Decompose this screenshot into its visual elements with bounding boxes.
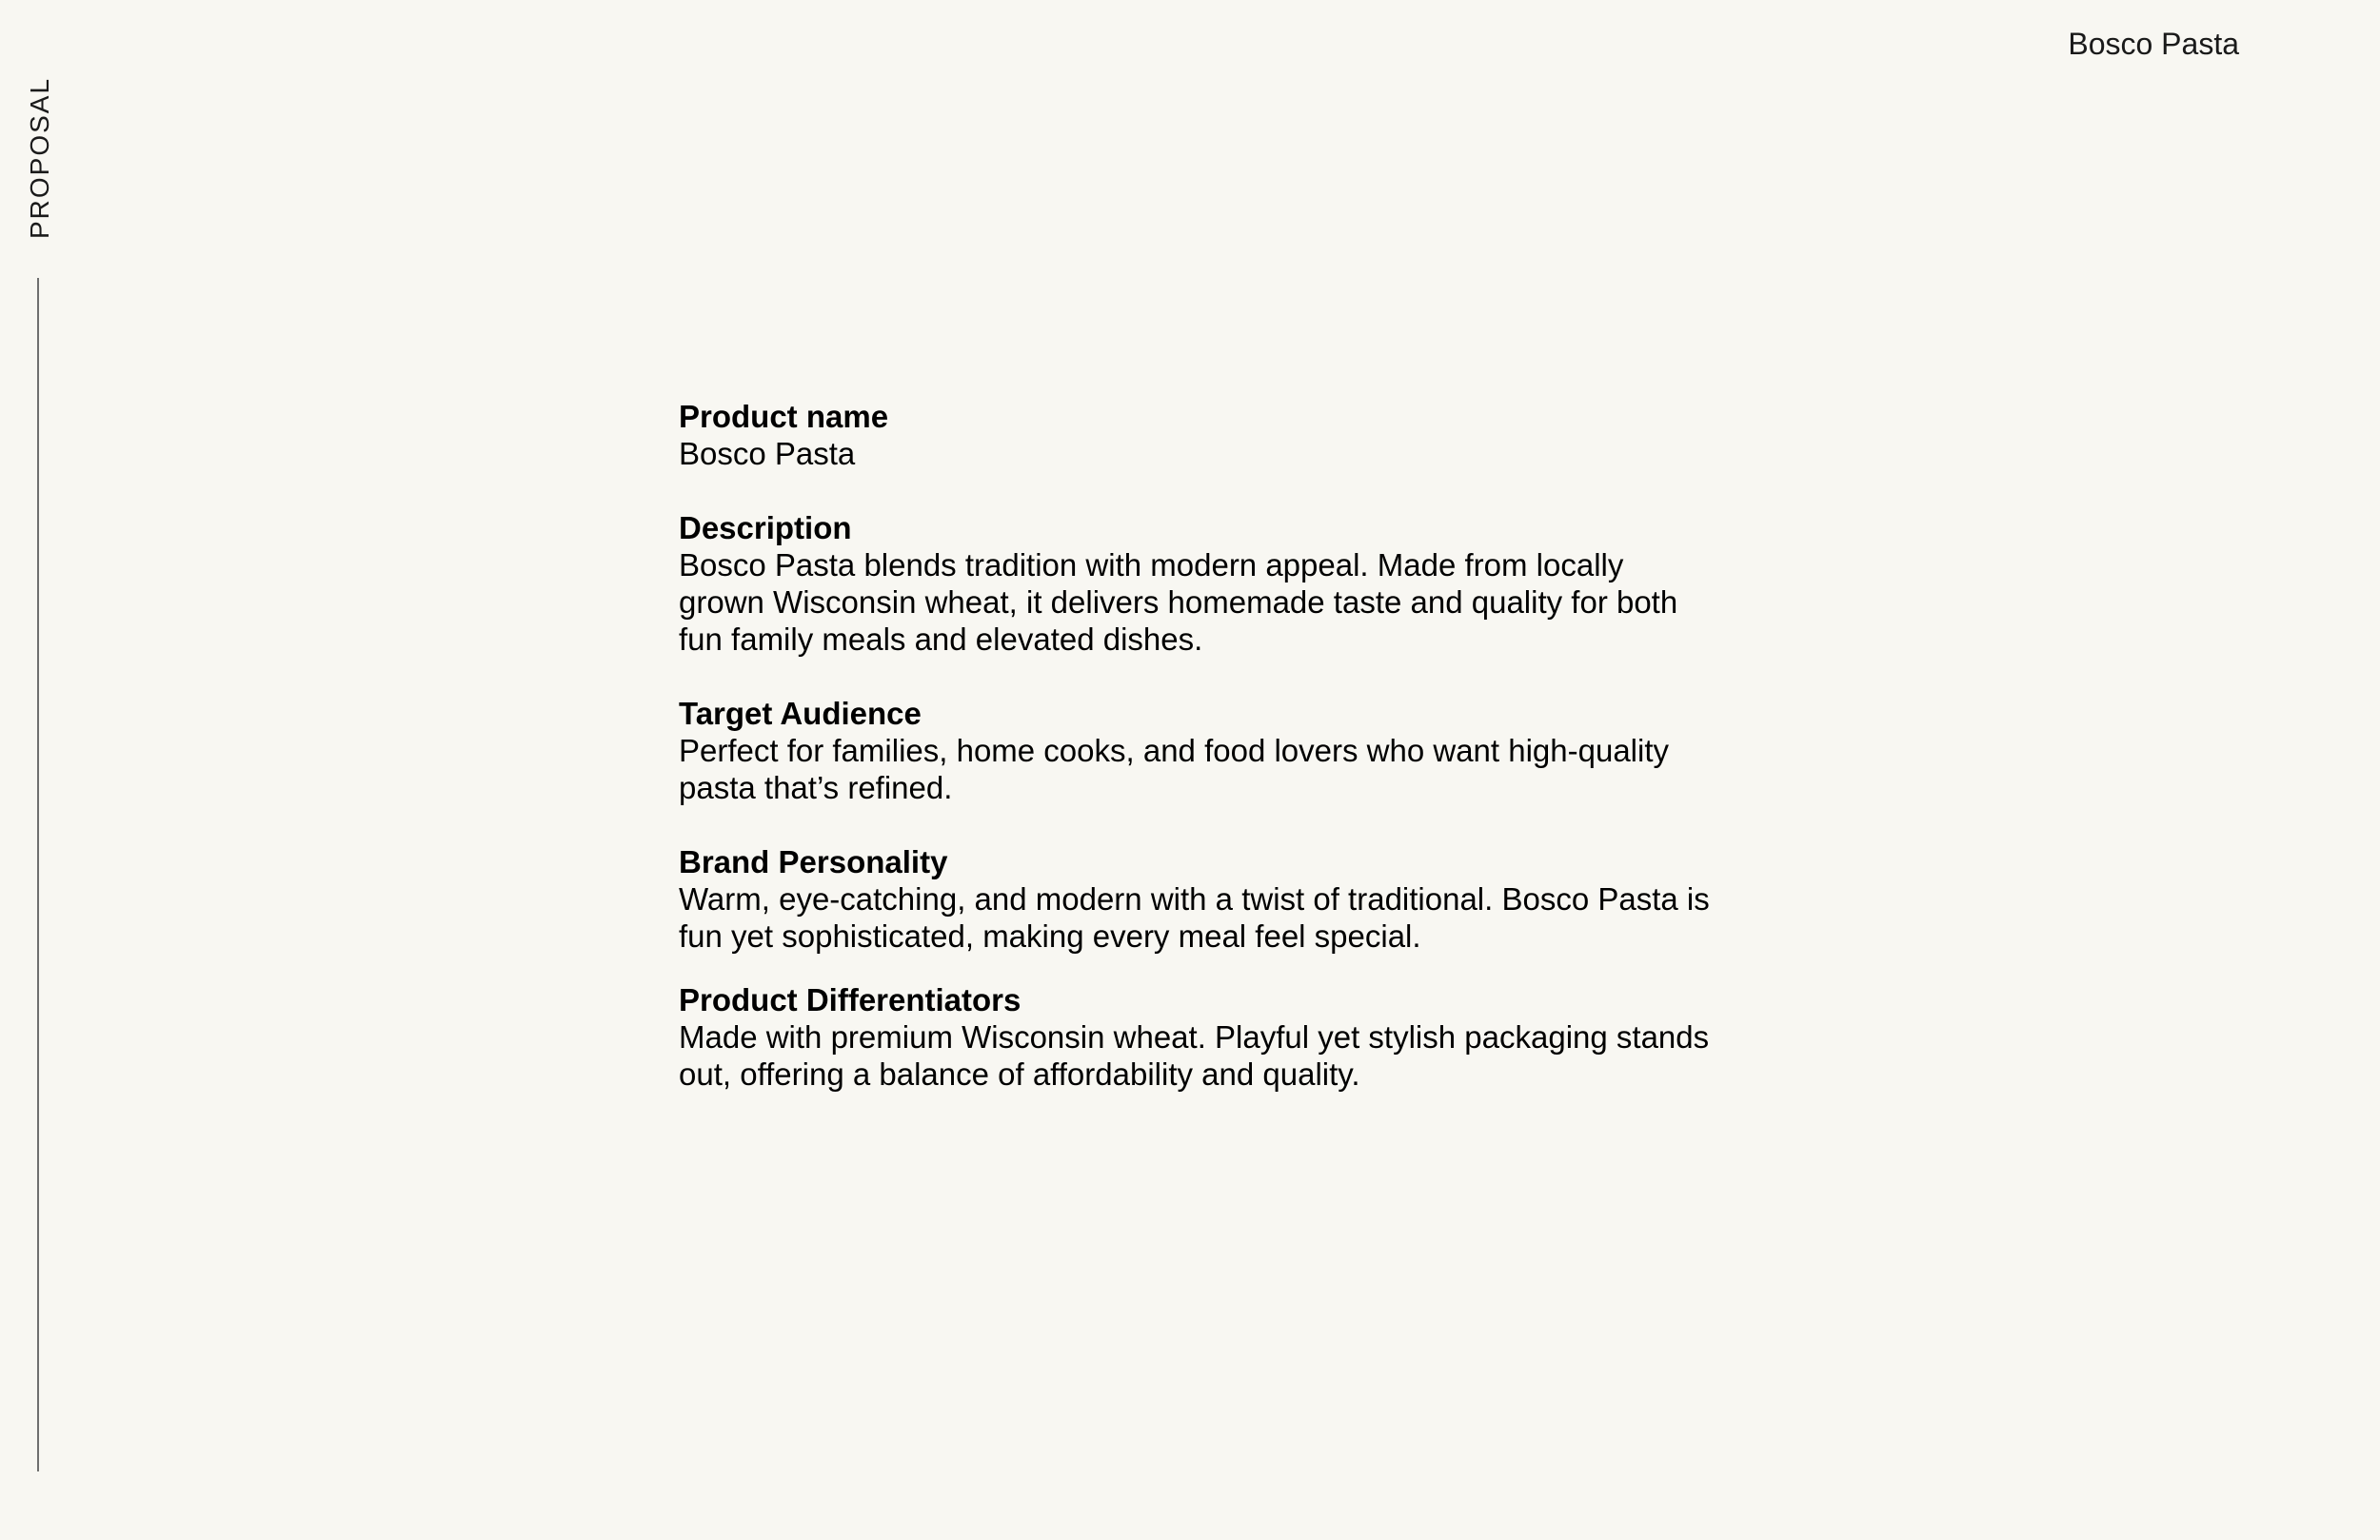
section-target-audience bbox=[679, 695, 1716, 806]
vertical-divider bbox=[37, 278, 39, 1471]
section-product-differentiators bbox=[679, 981, 1716, 1093]
section-product-name bbox=[679, 398, 1716, 472]
section-heading: Target Audience bbox=[679, 696, 922, 731]
section-heading: Description bbox=[679, 510, 852, 545]
section-heading: Product Differentiators bbox=[679, 982, 1021, 1017]
section-brand-personality bbox=[679, 843, 1716, 955]
side-label-proposal: PROPOSAL bbox=[25, 76, 54, 240]
section-description bbox=[679, 509, 1716, 658]
section-body: Perfect for families, home cooks, and food lovers who want high-quality pasta that’s refined. bbox=[679, 733, 1670, 805]
section-body: Warm, eye-catching, and modern with a twist of traditional. Bosco Pasta is fun yet sophisticated, making every meal feel special. bbox=[679, 881, 1710, 954]
brand-name: Bosco Pasta bbox=[2068, 27, 2239, 61]
section-body: Made with premium Wisconsin wheat. Playful yet stylish packaging stands out, offering a balance of affordability and quality. bbox=[679, 1019, 1710, 1092]
section-body: Bosco Pasta blends tradition with modern appeal. Made from locally grown Wisconsin wheat, it delivers homemade taste and quality for both fun family meals and elevated dishes. bbox=[679, 547, 1678, 657]
section-heading: Product name bbox=[679, 399, 889, 434]
section-heading: Brand Personality bbox=[679, 844, 948, 879]
proposal-content bbox=[679, 398, 1716, 1130]
section-body: Bosco Pasta bbox=[679, 436, 856, 471]
